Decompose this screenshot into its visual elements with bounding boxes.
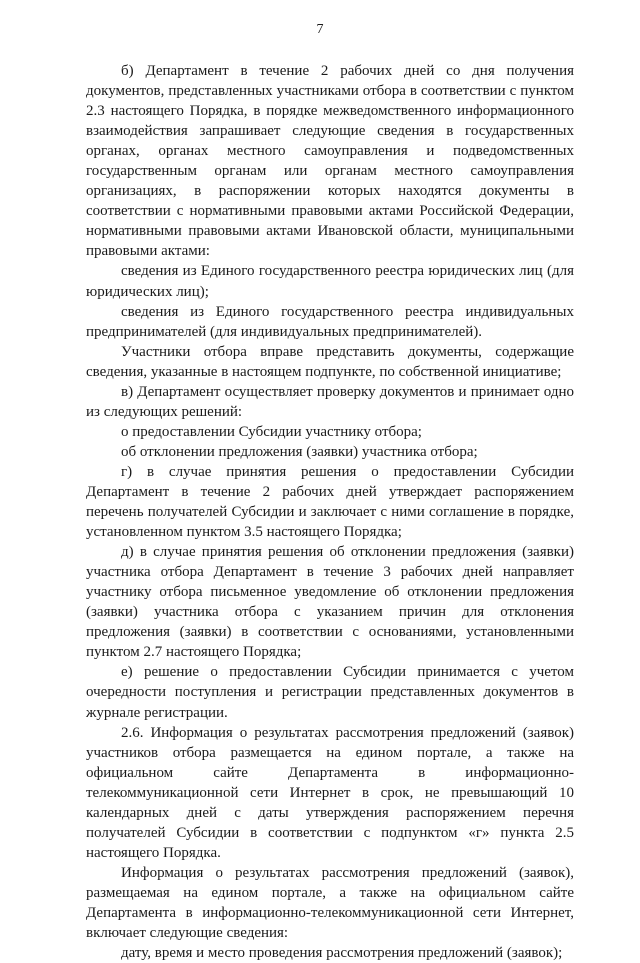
paragraph-d: д) в случае принятия решения об отклонении предложения (заявки) участника отбора Департамент в течение 3 рабочих дней направляет участнику отбора письменное уведомление об отклонении предложения (заявки) участника отбора с указанием причин для отклонения предложения (заявки) в соответствии с основаниями, установленными пунктом 2.7 настоящего Порядка; [86, 544, 574, 661]
paragraph-egrip: сведения из Единого государственного реестра индивидуальных предпринимателей (для индивидуальных предпринимателей). [86, 303, 574, 340]
paragraph-own-initiative: Участники отбора вправе представить документы, содержащие сведения, указанные в настоящем подпункте, по собственной инициативе; [86, 343, 574, 380]
paragraph-b: б) Департамент в течение 2 рабочих дней со дня получения документов, представленных участниками отбора в соответствии с пунктом 2.3 настоящего Порядка, в порядке межведомственного информационного взаимодействия запрашивает следующие сведения в государственных органах, органах местного самоуправления и подведомственных государственным органам или органам местного самоуправления организациях, в распоряжении которых находятся документы в соответствии с нормативными правовыми актами Российской Федерации, нормативными правовыми актами Ивановской области, муниципальными правовыми актами: [86, 63, 574, 260]
paragraph-e: е) решение о предоставлении Субсидии принимается с учетом очередности поступления и регистрации представленных документов в журнале регистрации. [86, 664, 574, 721]
document-body [86, 61, 574, 963]
paragraph-2-6: 2.6. Информация о результатах рассмотрения предложений (заявок) участников отбора размещается на едином портале, а также на официальном сайте Департамента в информационно-телекоммуникационной сети Интернет в срок, не превышающий 10 календарных дней с даты утверждения распоряжением перечня получателей Субсидии в соответствии с подпунктом «г» пункта 2.5 настоящего Порядка. [86, 724, 574, 861]
paragraph-date-time-place: дату, время и место проведения рассмотрения предложений (заявок); [121, 945, 563, 962]
paragraph-v: в) Департамент осуществляет проверку документов и принимает одно из следующих решений: [86, 383, 574, 420]
paragraph-info-contents: Информация о результатах рассмотрения предложений (заявок), размещаемая на едином портале, а также на официальном сайте Департамента в информационно-телекоммуникационной сети Интернет, включает следующие сведения: [86, 864, 574, 942]
page-number: 7 [316, 22, 324, 37]
paragraph-egrul: сведения из Единого государственного реестра юридических лиц (для юридических лиц); [86, 263, 574, 300]
paragraph-decision-grant: о предоставлении Субсидии участнику отбора; [121, 423, 422, 440]
paragraph-decision-reject: об отклонении предложения (заявки) участника отбора; [121, 443, 478, 460]
paragraph-g: г) в случае принятия решения о предоставлении Субсидии Департамент в течение 2 рабочих дней утверждает распоряжением перечень получателей Субсидии и заключает с ними соглашение в порядке, установленном пунктом 3.5 настоящего Порядка; [86, 463, 574, 541]
